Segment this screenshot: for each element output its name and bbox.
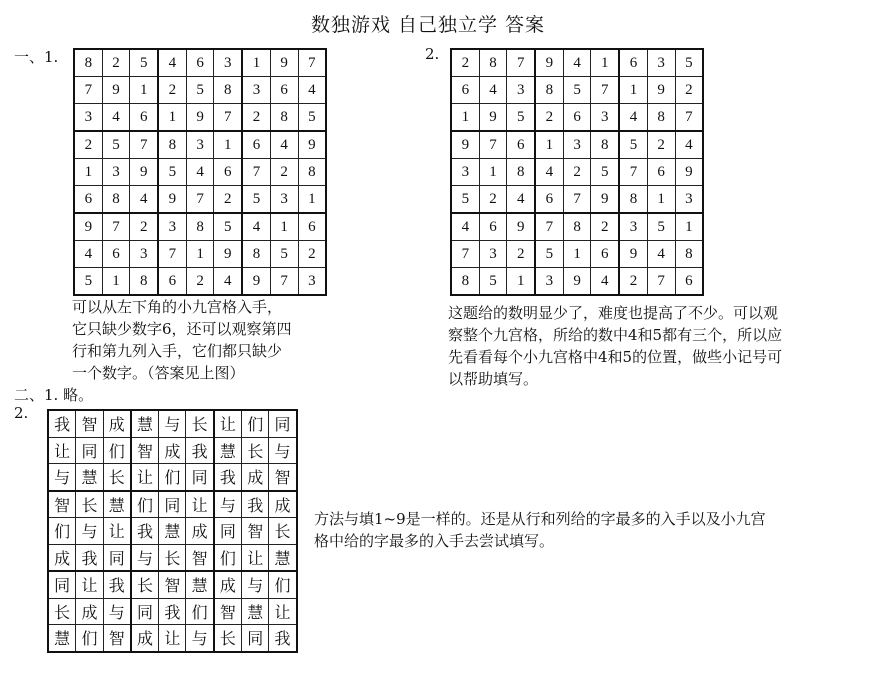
grid-cell: 7 xyxy=(298,49,326,77)
grid-cell: 2 xyxy=(675,77,703,104)
grid-cell: 3 xyxy=(214,49,242,77)
grid-cell: 成 xyxy=(186,518,214,545)
grid-cell: 9 xyxy=(563,268,591,296)
grid-cell: 4 xyxy=(298,77,326,104)
grid-cell: 9 xyxy=(102,77,130,104)
grid-row xyxy=(48,571,297,598)
grid-row xyxy=(74,77,326,104)
grid-cell: 2 xyxy=(270,159,298,186)
grid-cell: 7 xyxy=(647,268,675,296)
grid-cell: 与 xyxy=(269,437,297,464)
grid-cell: 3 xyxy=(270,186,298,214)
grid-cell: 3 xyxy=(647,49,675,77)
grid-cell: 7 xyxy=(242,159,270,186)
grid-cell: 5 xyxy=(186,77,214,104)
grid-cell: 智 xyxy=(159,571,186,598)
grid-cell: 7 xyxy=(675,104,703,132)
grid-cell: 2 xyxy=(298,241,326,268)
grid-cell: 5 xyxy=(591,159,619,186)
grid-cell: 1 xyxy=(675,213,703,241)
grid-cell: 1 xyxy=(647,186,675,214)
grid-row xyxy=(451,268,703,296)
grid-cell: 3 xyxy=(619,213,647,241)
grid-cell: 成 xyxy=(242,464,269,491)
grid-cell: 们 xyxy=(214,544,242,571)
grid-cell: 9 xyxy=(186,104,214,132)
note-line: 格中给的字最多的入手去尝试填写。 xyxy=(314,532,555,550)
grid-row xyxy=(74,49,326,77)
grid-cell: 同 xyxy=(48,571,76,598)
grid-cell: 1 xyxy=(214,131,242,159)
grid-cell: 2 xyxy=(242,104,270,132)
grid-cell: 2 xyxy=(563,159,591,186)
grid-cell: 们 xyxy=(76,625,103,652)
grid-cell: 7 xyxy=(270,268,298,296)
grid-cell: 5 xyxy=(270,241,298,268)
grid-row xyxy=(451,49,703,77)
grid-cell: 7 xyxy=(158,241,186,268)
grid-cell: 6 xyxy=(130,104,158,132)
grid-cell: 3 xyxy=(186,131,214,159)
grid-cell: 们 xyxy=(159,464,186,491)
grid-cell: 长 xyxy=(131,571,159,598)
grid-cell: 慧 xyxy=(242,598,269,625)
grid-cell: 7 xyxy=(102,213,130,241)
grid-cell: 4 xyxy=(158,49,186,77)
grid-cell: 3 xyxy=(130,241,158,268)
grid-row xyxy=(48,410,297,437)
grid-cell: 与 xyxy=(76,518,103,545)
grid-cell: 3 xyxy=(74,104,102,132)
grid-cell: 我 xyxy=(48,410,76,437)
section2-note xyxy=(448,302,848,390)
grid-cell: 同 xyxy=(103,544,131,571)
grid-cell: 们 xyxy=(131,491,159,518)
grid-row xyxy=(48,491,297,518)
grid-cell: 长 xyxy=(242,437,269,464)
grid-cell: 7 xyxy=(186,186,214,214)
grid-cell: 9 xyxy=(507,213,535,241)
grid-cell: 让 xyxy=(103,518,131,545)
section1-note xyxy=(72,296,372,384)
note-line: 先看看每个小九宫格中4和5的位置，做些小记号可 xyxy=(448,348,783,366)
grid-cell: 我 xyxy=(103,571,131,598)
grid-row xyxy=(48,518,297,545)
grid-cell: 8 xyxy=(479,49,507,77)
grid-cell: 4 xyxy=(214,268,242,296)
grid-cell: 4 xyxy=(130,186,158,214)
grid-cell: 与 xyxy=(186,625,214,652)
grid-cell: 4 xyxy=(647,241,675,268)
grid-cell: 4 xyxy=(451,213,479,241)
grid-cell: 3 xyxy=(242,77,270,104)
note-line: 这题给的数明显少了，难度也提高了不少。可以观 xyxy=(448,304,779,322)
grid-cell: 们 xyxy=(242,410,269,437)
grid-cell: 成 xyxy=(214,571,242,598)
grid-cell: 7 xyxy=(619,159,647,186)
grid-cell: 8 xyxy=(619,186,647,214)
grid-cell: 让 xyxy=(76,571,103,598)
grid-cell: 慧 xyxy=(159,518,186,545)
grid-cell: 与 xyxy=(242,571,269,598)
grid-cell: 2 xyxy=(102,49,130,77)
grid-cell: 9 xyxy=(158,186,186,214)
grid-cell: 6 xyxy=(242,131,270,159)
grid-cell: 4 xyxy=(591,268,619,296)
grid-cell: 8 xyxy=(186,213,214,241)
grid-cell: 7 xyxy=(130,131,158,159)
grid-cell: 2 xyxy=(186,268,214,296)
grid-cell: 7 xyxy=(451,241,479,268)
section1-label: 一、1. xyxy=(14,48,59,66)
grid-cell: 4 xyxy=(563,49,591,77)
grid-cell: 8 xyxy=(535,77,563,104)
grid-cell: 7 xyxy=(74,77,102,104)
grid-row xyxy=(74,213,326,241)
grid-cell: 8 xyxy=(270,104,298,132)
grid-cell: 5 xyxy=(619,131,647,159)
grid-cell: 1 xyxy=(74,159,102,186)
grid-cell: 1 xyxy=(298,186,326,214)
grid-cell: 4 xyxy=(270,131,298,159)
grid-cell: 长 xyxy=(76,491,103,518)
grid-cell: 6 xyxy=(74,186,102,214)
grid-cell: 8 xyxy=(591,131,619,159)
grid-cell: 成 xyxy=(76,598,103,625)
grid-cell: 1 xyxy=(535,131,563,159)
grid-cell: 9 xyxy=(647,77,675,104)
grid-cell: 5 xyxy=(535,241,563,268)
page-title: 数独游戏 自己独立学 答案 xyxy=(310,14,546,36)
grid-cell: 7 xyxy=(507,49,535,77)
grid-cell: 3 xyxy=(591,104,619,132)
grid-cell: 4 xyxy=(619,104,647,132)
grid-cell: 智 xyxy=(214,598,242,625)
grid-cell: 我 xyxy=(242,491,269,518)
note-line: 它只缺少数字6，还可以观察第四 xyxy=(72,320,292,338)
grid-cell: 我 xyxy=(269,625,297,652)
grid-cell: 2 xyxy=(535,104,563,132)
grid-cell: 慧 xyxy=(186,571,214,598)
grid-cell: 慧 xyxy=(76,464,103,491)
grid-cell: 让 xyxy=(186,491,214,518)
grid-cell: 9 xyxy=(242,268,270,296)
grid-row xyxy=(451,186,703,214)
grid-cell: 8 xyxy=(675,241,703,268)
grid-cell: 1 xyxy=(479,159,507,186)
grid-cell: 8 xyxy=(451,268,479,296)
grid-cell: 4 xyxy=(74,241,102,268)
grid-cell: 成 xyxy=(269,491,297,518)
grid-row xyxy=(74,131,326,159)
grid-cell: 1 xyxy=(619,77,647,104)
grid-cell: 与 xyxy=(48,464,76,491)
grid-cell: 6 xyxy=(675,268,703,296)
grid-cell: 4 xyxy=(186,159,214,186)
grid-cell: 4 xyxy=(242,213,270,241)
section3-label: 二、1. 略。 xyxy=(14,386,94,404)
grid-cell: 5 xyxy=(451,186,479,214)
grid-cell: 8 xyxy=(130,268,158,296)
grid-cell: 2 xyxy=(130,213,158,241)
grid-cell: 慧 xyxy=(48,625,76,652)
grid-cell: 2 xyxy=(158,77,186,104)
grid-cell: 成 xyxy=(103,410,131,437)
grid-cell: 慧 xyxy=(269,544,297,571)
grid-cell: 2 xyxy=(647,131,675,159)
grid-cell: 5 xyxy=(479,268,507,296)
grid-row xyxy=(74,241,326,268)
grid-cell: 2 xyxy=(451,49,479,77)
grid-row xyxy=(48,437,297,464)
grid-cell: 我 xyxy=(214,464,242,491)
grid-cell: 我 xyxy=(186,437,214,464)
grid-cell: 同 xyxy=(214,518,242,545)
grid-cell: 8 xyxy=(214,77,242,104)
grid-cell: 1 xyxy=(507,268,535,296)
grid-cell: 们 xyxy=(186,598,214,625)
grid-cell: 长 xyxy=(159,544,186,571)
grid-cell: 9 xyxy=(591,186,619,214)
grid-cell: 5 xyxy=(242,186,270,214)
grid-cell: 智 xyxy=(76,410,103,437)
grid-cell: 智 xyxy=(48,491,76,518)
grid-cell: 同 xyxy=(269,410,297,437)
grid-cell: 4 xyxy=(102,104,130,132)
grid-cell: 7 xyxy=(214,104,242,132)
grid-cell: 5 xyxy=(130,49,158,77)
grid-cell: 让 xyxy=(269,598,297,625)
note-line: 察整个九宫格，所给的数中4和5都有三个，所以应 xyxy=(448,326,783,344)
grid-cell: 同 xyxy=(76,437,103,464)
grid-cell: 2 xyxy=(591,213,619,241)
grid-cell: 4 xyxy=(535,159,563,186)
grid-cell: 们 xyxy=(48,518,76,545)
grid-cell: 5 xyxy=(298,104,326,132)
grid-cell: 慧 xyxy=(131,410,159,437)
grid-cell: 让 xyxy=(131,464,159,491)
grid-cell: 们 xyxy=(103,437,131,464)
grid-cell: 长 xyxy=(103,464,131,491)
grid-cell: 8 xyxy=(74,49,102,77)
grid-cell: 8 xyxy=(647,104,675,132)
grid-cell: 让 xyxy=(48,437,76,464)
sudoku-grid-1 xyxy=(73,48,327,296)
grid-cell: 2 xyxy=(74,131,102,159)
grid-cell: 1 xyxy=(158,104,186,132)
grid-cell: 9 xyxy=(298,131,326,159)
grid-cell: 8 xyxy=(507,159,535,186)
grid-cell: 1 xyxy=(102,268,130,296)
grid-cell: 4 xyxy=(507,186,535,214)
grid-cell: 6 xyxy=(451,77,479,104)
grid-cell: 们 xyxy=(269,571,297,598)
section3-note xyxy=(314,508,859,552)
grid-cell: 9 xyxy=(479,104,507,132)
grid-cell: 6 xyxy=(298,213,326,241)
grid-cell: 9 xyxy=(451,131,479,159)
grid-cell: 9 xyxy=(619,241,647,268)
grid-cell: 1 xyxy=(186,241,214,268)
grid-row xyxy=(74,159,326,186)
grid-cell: 3 xyxy=(675,186,703,214)
grid-cell: 7 xyxy=(479,131,507,159)
grid-cell: 2 xyxy=(214,186,242,214)
section2-label: 2. xyxy=(425,45,440,63)
grid-row xyxy=(74,104,326,132)
grid-cell: 5 xyxy=(647,213,675,241)
grid-cell: 同 xyxy=(242,625,269,652)
grid-cell: 5 xyxy=(74,268,102,296)
grid-cell: 长 xyxy=(269,518,297,545)
grid-cell: 我 xyxy=(76,544,103,571)
grid-cell: 8 xyxy=(242,241,270,268)
grid-cell: 同 xyxy=(159,491,186,518)
grid-cell: 智 xyxy=(131,437,159,464)
note-line: 一个数字。（答案见上图） xyxy=(72,364,245,382)
grid-cell: 成 xyxy=(48,544,76,571)
grid-cell: 同 xyxy=(131,598,159,625)
grid-cell: 1 xyxy=(242,49,270,77)
grid-row xyxy=(451,104,703,132)
grid-cell: 5 xyxy=(158,159,186,186)
grid-cell: 3 xyxy=(451,159,479,186)
grid-cell: 智 xyxy=(269,464,297,491)
grid-cell: 6 xyxy=(507,131,535,159)
grid-row xyxy=(451,213,703,241)
grid-cell: 6 xyxy=(214,159,242,186)
note-line: 方法与填1~9是一样的。还是从行和列给的字最多的入手以及小九宫 xyxy=(314,510,766,528)
grid-cell: 5 xyxy=(214,213,242,241)
grid-cell: 6 xyxy=(186,49,214,77)
grid-cell: 2 xyxy=(507,241,535,268)
grid-cell: 8 xyxy=(563,213,591,241)
grid-cell: 长 xyxy=(214,625,242,652)
grid-row xyxy=(48,464,297,491)
grid-cell: 成 xyxy=(131,625,159,652)
note-line: 行和第九列入手，它们都只缺少 xyxy=(72,342,283,360)
grid-cell: 1 xyxy=(563,241,591,268)
grid-cell: 成 xyxy=(159,437,186,464)
grid-cell: 与 xyxy=(131,544,159,571)
grid-cell: 7 xyxy=(563,186,591,214)
grid-cell: 9 xyxy=(675,159,703,186)
grid-row xyxy=(451,241,703,268)
grid-cell: 慧 xyxy=(214,437,242,464)
grid-cell: 智 xyxy=(103,625,131,652)
grid-cell: 2 xyxy=(479,186,507,214)
grid-cell: 9 xyxy=(130,159,158,186)
grid-cell: 与 xyxy=(103,598,131,625)
grid-cell: 9 xyxy=(74,213,102,241)
grid-cell: 6 xyxy=(647,159,675,186)
grid-cell: 6 xyxy=(102,241,130,268)
grid-cell: 1 xyxy=(130,77,158,104)
grid-cell: 与 xyxy=(214,491,242,518)
grid-cell: 6 xyxy=(270,77,298,104)
grid-row xyxy=(451,159,703,186)
grid-cell: 6 xyxy=(591,241,619,268)
grid-cell: 5 xyxy=(563,77,591,104)
grid-cell: 3 xyxy=(102,159,130,186)
note-line: 以帮助填写。 xyxy=(448,370,539,388)
grid-cell: 2 xyxy=(619,268,647,296)
grid-row xyxy=(48,544,297,571)
grid-cell: 8 xyxy=(158,131,186,159)
character-sudoku-grid xyxy=(47,409,298,653)
grid-cell: 智 xyxy=(242,518,269,545)
grid-cell: 长 xyxy=(186,410,214,437)
section3-sub-label: 2. xyxy=(14,404,29,422)
grid-cell: 4 xyxy=(479,77,507,104)
grid-cell: 8 xyxy=(298,159,326,186)
grid-row xyxy=(48,625,297,652)
grid-cell: 1 xyxy=(270,213,298,241)
grid-cell: 6 xyxy=(535,186,563,214)
grid-cell: 9 xyxy=(270,49,298,77)
grid-cell: 6 xyxy=(479,213,507,241)
grid-cell: 慧 xyxy=(103,491,131,518)
grid-cell: 我 xyxy=(131,518,159,545)
grid-row xyxy=(74,268,326,296)
note-line: 可以从左下角的小九宫格入手， xyxy=(72,298,283,316)
grid-cell: 9 xyxy=(535,49,563,77)
grid-cell: 让 xyxy=(242,544,269,571)
sudoku-grid-2 xyxy=(450,48,704,296)
grid-row xyxy=(451,77,703,104)
grid-cell: 3 xyxy=(535,268,563,296)
grid-cell: 5 xyxy=(102,131,130,159)
grid-cell: 8 xyxy=(102,186,130,214)
grid-cell: 3 xyxy=(479,241,507,268)
grid-cell: 4 xyxy=(675,131,703,159)
grid-cell: 智 xyxy=(186,544,214,571)
grid-cell: 7 xyxy=(591,77,619,104)
grid-cell: 6 xyxy=(158,268,186,296)
grid-cell: 长 xyxy=(48,598,76,625)
grid-cell: 9 xyxy=(214,241,242,268)
grid-cell: 5 xyxy=(507,104,535,132)
grid-cell: 1 xyxy=(591,49,619,77)
grid-cell: 3 xyxy=(507,77,535,104)
grid-cell: 让 xyxy=(159,625,186,652)
grid-row xyxy=(451,131,703,159)
grid-cell: 3 xyxy=(298,268,326,296)
grid-cell: 7 xyxy=(535,213,563,241)
grid-cell: 5 xyxy=(675,49,703,77)
grid-cell: 我 xyxy=(159,598,186,625)
grid-cell: 与 xyxy=(159,410,186,437)
grid-row xyxy=(74,186,326,214)
grid-cell: 6 xyxy=(563,104,591,132)
grid-cell: 6 xyxy=(619,49,647,77)
grid-cell: 同 xyxy=(186,464,214,491)
grid-cell: 3 xyxy=(158,213,186,241)
grid-cell: 1 xyxy=(451,104,479,132)
grid-cell: 3 xyxy=(563,131,591,159)
grid-cell: 让 xyxy=(214,410,242,437)
grid-row xyxy=(48,598,297,625)
